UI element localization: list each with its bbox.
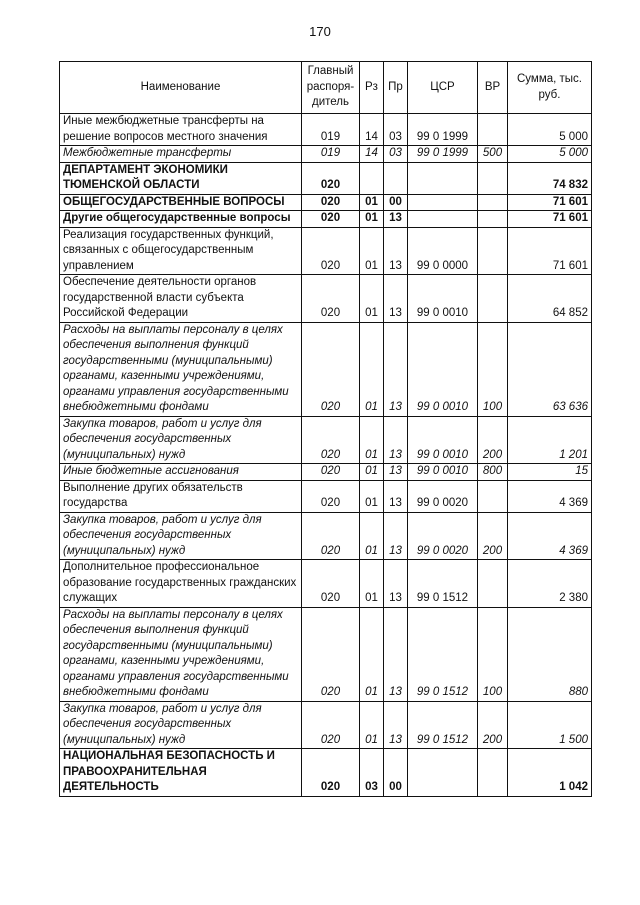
cell-name: Закупка товаров, работ и услуг для обеспечения государственных (муниципальных) нужд [60,701,302,749]
cell-sum: 2 380 [508,560,592,608]
cell-sum: 4 369 [508,480,592,512]
cell-csr [408,211,478,228]
table-row [60,275,592,323]
cell-csr: 99 0 0010 [408,464,478,481]
header-rz: Рз [360,62,384,114]
header-name: Наименование [60,62,302,114]
cell-rz: 03 [360,749,384,797]
cell-rz: 01 [360,211,384,228]
cell-pr: 13 [384,211,408,228]
cell-admin: 020 [302,322,360,416]
cell-sum: 5 000 [508,114,592,146]
cell-admin: 020 [302,194,360,211]
cell-admin: 020 [302,211,360,228]
cell-pr: 13 [384,512,408,560]
cell-sum: 15 [508,464,592,481]
cell-admin: 020 [302,749,360,797]
cell-pr: 13 [384,227,408,275]
cell-vr: 500 [478,146,508,163]
cell-pr: 00 [384,749,408,797]
table-row [60,322,592,416]
cell-rz: 01 [360,512,384,560]
cell-csr: 99 0 1512 [408,560,478,608]
cell-admin: 020 [302,607,360,701]
cell-name: Расходы на выплаты персоналу в целях обеспечения выполнения функций государственными (муниципальными) органами, казенными учреждениями, органами управления государственными внебюджетными фондами [60,322,302,416]
table-header-row [60,62,592,114]
cell-csr [408,194,478,211]
table-row [60,701,592,749]
cell-rz: 01 [360,464,384,481]
cell-vr [478,162,508,194]
cell-sum: 71 601 [508,227,592,275]
cell-rz: 01 [360,275,384,323]
cell-vr: 200 [478,512,508,560]
cell-pr: 13 [384,560,408,608]
cell-pr: 03 [384,114,408,146]
table-row [60,416,592,464]
table-row [60,480,592,512]
cell-name: Реализация государственных функций, связанных с общегосударственным управлением [60,227,302,275]
cell-rz: 01 [360,701,384,749]
cell-name: Иные межбюджетные трансферты на решение вопросов местного значения [60,114,302,146]
cell-sum: 71 601 [508,211,592,228]
cell-pr: 13 [384,464,408,481]
cell-vr: 800 [478,464,508,481]
table-row [60,162,592,194]
table-row [60,749,592,797]
cell-rz: 14 [360,146,384,163]
cell-vr: 200 [478,701,508,749]
cell-pr: 13 [384,416,408,464]
cell-pr: 13 [384,322,408,416]
cell-csr: 99 0 0010 [408,322,478,416]
cell-sum: 71 601 [508,194,592,211]
cell-vr: 100 [478,607,508,701]
cell-admin: 020 [302,275,360,323]
cell-sum: 1 201 [508,416,592,464]
cell-pr: 13 [384,480,408,512]
cell-sum: 880 [508,607,592,701]
cell-vr [478,480,508,512]
cell-csr: 99 0 1999 [408,114,478,146]
cell-rz: 01 [360,194,384,211]
cell-name: Обеспечение деятельности органов государственной власти субъекта Российской Федерации [60,275,302,323]
header-csr: ЦСР [408,62,478,114]
cell-vr [478,749,508,797]
cell-csr: 99 0 1999 [408,146,478,163]
table-row [60,227,592,275]
header-pr: Пр [384,62,408,114]
cell-sum: 4 369 [508,512,592,560]
cell-sum: 63 636 [508,322,592,416]
cell-csr: 99 0 1512 [408,607,478,701]
cell-rz: 01 [360,480,384,512]
cell-name: Иные бюджетные ассигнования [60,464,302,481]
cell-name: Дополнительное профессиональное образование государственных гражданских служащих [60,560,302,608]
cell-vr [478,114,508,146]
cell-pr: 13 [384,607,408,701]
cell-admin: 020 [302,560,360,608]
cell-csr [408,162,478,194]
cell-name: Расходы на выплаты персоналу в целях обеспечения выполнения функций государственными (муниципальными) органами, казенными учреждениями, органами управления государственными внебюджетными фондами [60,607,302,701]
cell-csr: 99 0 0020 [408,512,478,560]
header-admin: Главный распоря-дитель [302,62,360,114]
cell-admin: 020 [302,480,360,512]
cell-csr: 99 0 0010 [408,416,478,464]
cell-name: ДЕПАРТАМЕНТ ЭКОНОМИКИ ТЮМЕНСКОЙ ОБЛАСТИ [60,162,302,194]
cell-name: Другие общегосударственные вопросы [60,211,302,228]
table-row [60,607,592,701]
header-vr: ВР [478,62,508,114]
cell-vr [478,560,508,608]
table-row [60,194,592,211]
cell-sum: 74 832 [508,162,592,194]
page-number: 170 [309,24,331,39]
cell-sum: 1 500 [508,701,592,749]
cell-csr: 99 0 0010 [408,275,478,323]
header-sum: Сумма, тыс. руб. [508,62,592,114]
table-body [60,114,592,797]
cell-name: НАЦИОНАЛЬНАЯ БЕЗОПАСНОСТЬ И ПРАВООХРАНИТЕЛЬНАЯ ДЕЯТЕЛЬНОСТЬ [60,749,302,797]
cell-admin: 020 [302,227,360,275]
cell-admin: 020 [302,464,360,481]
cell-pr: 13 [384,275,408,323]
cell-pr: 13 [384,701,408,749]
table-row [60,560,592,608]
cell-pr: 03 [384,146,408,163]
cell-csr: 99 0 1512 [408,701,478,749]
cell-vr [478,227,508,275]
budget-table [59,61,592,797]
cell-csr: 99 0 0000 [408,227,478,275]
cell-csr [408,749,478,797]
cell-csr: 99 0 0020 [408,480,478,512]
cell-vr [478,211,508,228]
cell-vr: 200 [478,416,508,464]
cell-name: Закупка товаров, работ и услуг для обеспечения государственных (муниципальных) нужд [60,416,302,464]
cell-rz: 14 [360,114,384,146]
cell-rz: 01 [360,560,384,608]
cell-name: Межбюджетные трансферты [60,146,302,163]
table-row [60,464,592,481]
cell-sum: 1 042 [508,749,592,797]
cell-admin: 020 [302,701,360,749]
cell-rz [360,162,384,194]
cell-name: ОБЩЕГОСУДАРСТВЕННЫЕ ВОПРОСЫ [60,194,302,211]
cell-admin: 020 [302,162,360,194]
table-row [60,146,592,163]
cell-rz: 01 [360,322,384,416]
cell-rz: 01 [360,416,384,464]
cell-name: Закупка товаров, работ и услуг для обеспечения государственных (муниципальных) нужд [60,512,302,560]
cell-vr [478,275,508,323]
cell-vr: 100 [478,322,508,416]
cell-admin: 020 [302,416,360,464]
cell-pr [384,162,408,194]
cell-sum: 64 852 [508,275,592,323]
cell-vr [478,194,508,211]
cell-sum: 5 000 [508,146,592,163]
cell-rz: 01 [360,607,384,701]
cell-rz: 01 [360,227,384,275]
cell-pr: 00 [384,194,408,211]
cell-admin: 020 [302,512,360,560]
cell-admin: 019 [302,146,360,163]
cell-name: Выполнение других обязательств государства [60,480,302,512]
table-row [60,211,592,228]
table-row [60,114,592,146]
cell-admin: 019 [302,114,360,146]
table-row [60,512,592,560]
